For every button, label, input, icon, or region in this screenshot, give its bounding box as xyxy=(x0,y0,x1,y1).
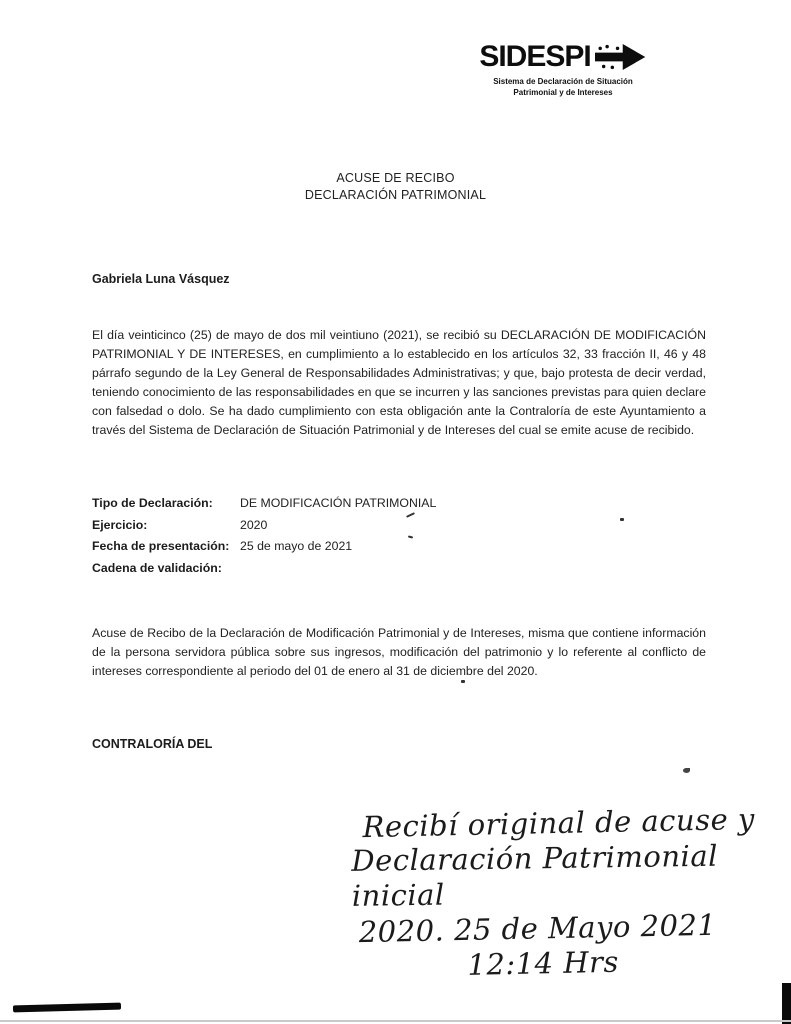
scan-artifact xyxy=(13,1003,121,1013)
body-paragraph: El día veinticinco (25) de mayo de dos mil veintiuno (2021), se recibió su DECLARACIÓN DE MODIFICACIÓN PATRIMONIAL Y DE INTERESES, en cumplimiento a lo establecido en los artículos 32, 33 fracción II, 46 y 48 párrafo segundo de la Ley General de Responsabilidades Administrativas; y que, bajo protesta de decir verdad, teniendo conocimiento de las responsabilidades en que se incurren y las sanciones previstas para quien declare con falsedad o dolo. Se ha dado cumplimiento con esta obligación ante la Contraloría de este Ayuntamiento a través del Sistema de Declaración de Situación Patrimonial y de Intereses del cual se emite acuse de recibido. xyxy=(92,328,706,437)
scan-speck xyxy=(683,768,690,773)
field-row-ejercicio xyxy=(92,518,706,540)
scan-artifact xyxy=(782,983,791,1024)
scan-speck xyxy=(620,518,624,521)
sidespi-arrow-icon xyxy=(595,41,647,73)
recipient-name: Gabriela Luna Vásquez xyxy=(92,272,230,286)
field-label: Tipo de Declaración: xyxy=(92,496,213,510)
document-title xyxy=(0,170,791,204)
declaration-fields xyxy=(92,496,706,582)
sidespi-subtitle-line1: Sistema de Declaración de Situación xyxy=(493,77,633,86)
handwritten-note xyxy=(346,802,770,986)
field-row-tipo-declaracion xyxy=(92,496,706,518)
handwritten-line: 2020. 25 de Mayo 2021 xyxy=(358,907,717,950)
document-title-line2: DECLARACIÓN PATRIMONIAL xyxy=(304,188,487,202)
signature-block: CONTRALORÍA DEL xyxy=(92,737,213,751)
field-label: Cadena de validación: xyxy=(92,560,222,575)
scan-speck xyxy=(461,680,465,683)
field-value: DE MODIFICACIÓN PATRIMONIAL xyxy=(240,496,437,510)
handwritten-line: Declaración Patrimonial inicial xyxy=(351,838,719,913)
closing-paragraph: Acuse de Recibo de la Declaración de Modificación Patrimonial y de Intereses, misma que contiene información de la persona servidora pública sobre sus ingresos, modificación del patrimonio y lo referente al conflicto de intereses correspondiente al periodo del 01 de enero al 31 de diciembre del 2020. xyxy=(92,626,706,678)
sidespi-logo-text: SIDESPI xyxy=(479,40,591,73)
field-row-cadena-validacion xyxy=(92,561,706,583)
field-row-fecha-presentacion xyxy=(92,539,706,561)
document-title-line1: ACUSE DE RECIBO xyxy=(336,171,455,185)
scan-artifact xyxy=(0,1020,791,1022)
handwritten-line: 12:14 Hrs xyxy=(467,944,620,982)
handwritten-line: Recibí original de acuse y xyxy=(362,801,756,845)
sidespi-logo xyxy=(478,40,648,98)
field-value: 25 de mayo de 2021 xyxy=(240,539,353,553)
field-label: Ejercicio: xyxy=(92,517,148,532)
field-label: Fecha de presentación: xyxy=(92,539,230,553)
sidespi-subtitle-line2: Patrimonial y de Intereses xyxy=(513,88,613,97)
field-value: 2020 xyxy=(240,517,268,532)
